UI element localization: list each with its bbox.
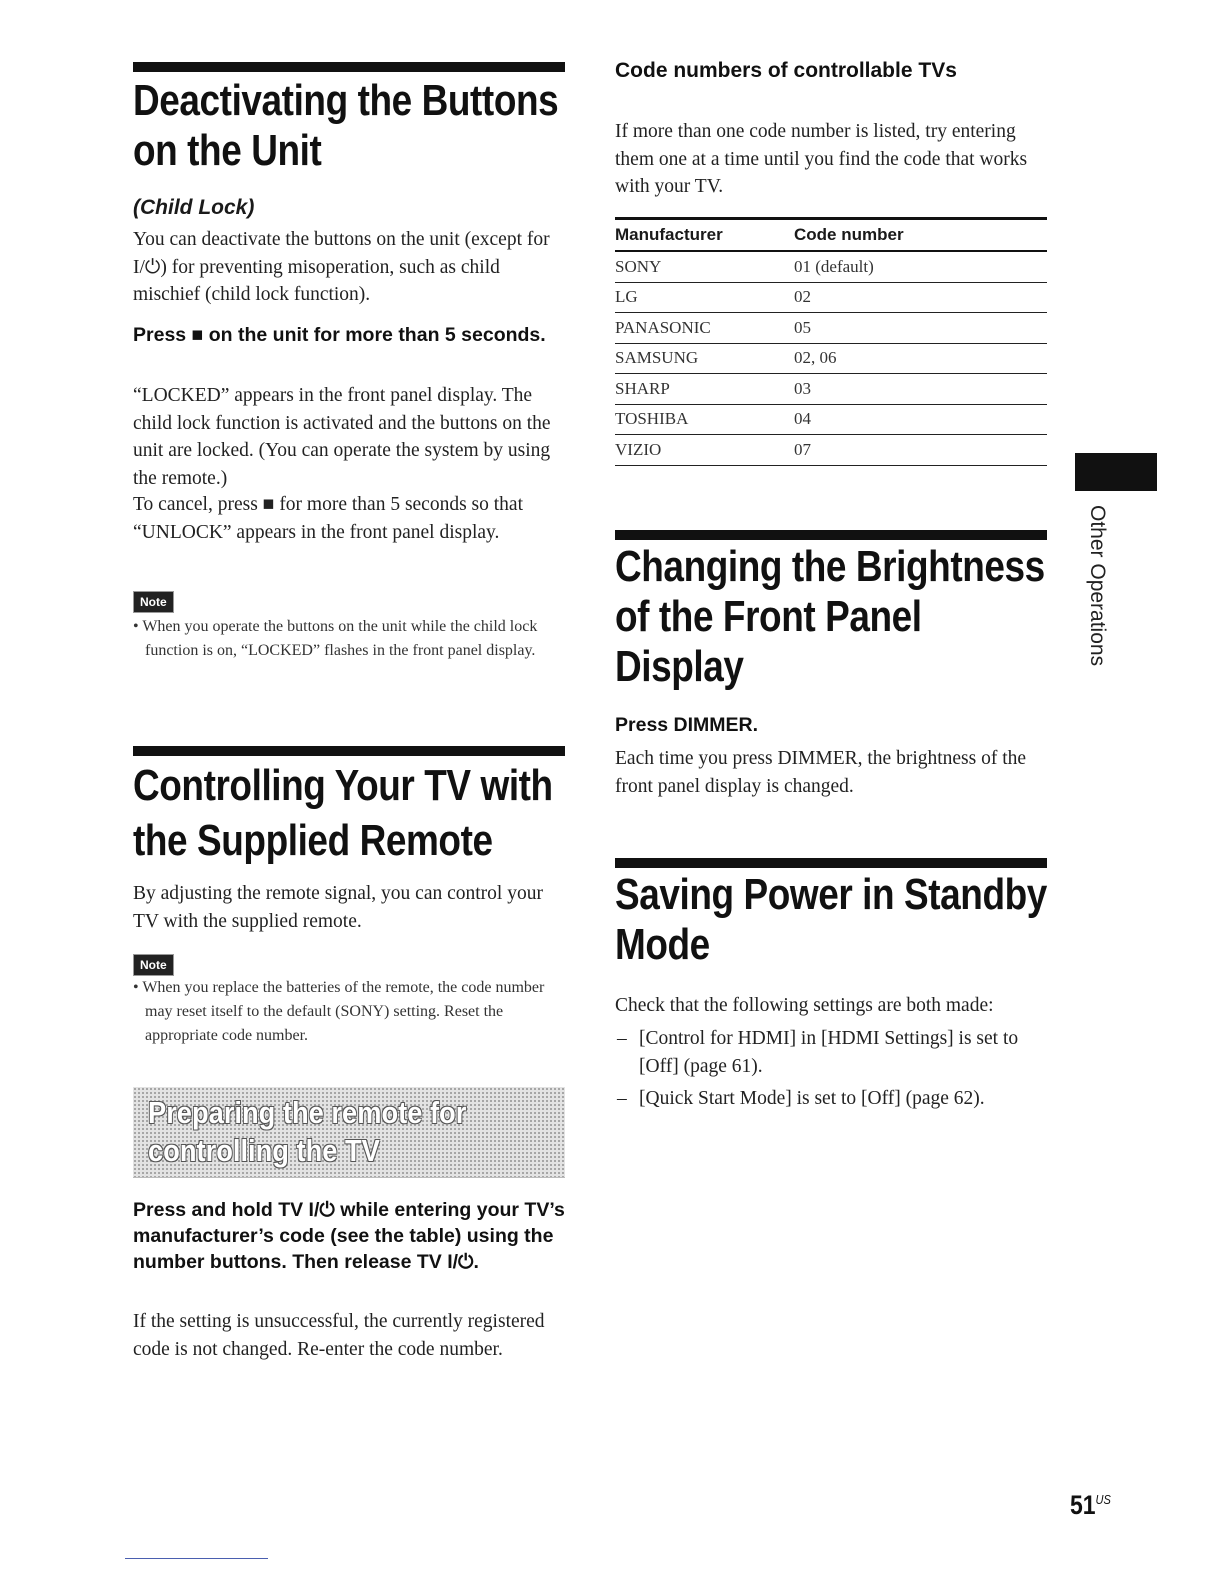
section-title-tv-remote xyxy=(133,758,553,868)
note-badge: Note xyxy=(134,592,173,612)
dimmer-step: Press DIMMER. xyxy=(615,714,759,736)
title-line: Deactivating the Buttons xyxy=(133,76,559,125)
section-rule xyxy=(133,62,565,72)
table-row xyxy=(615,374,1047,405)
column-header: Code number xyxy=(794,219,1047,252)
cell-manufacturer: PANASONIC xyxy=(615,313,794,344)
child-lock-step: Press ■ on the unit for more than 5 seconds. xyxy=(133,324,546,346)
section-title-child-lock xyxy=(133,76,558,176)
code-table xyxy=(615,217,1047,466)
section-rule xyxy=(615,858,1047,868)
cell-manufacturer: SAMSUNG xyxy=(615,343,794,374)
child-lock-intro: You can deactivate the buttons on the unit (except for I/⏻) for preventing misoperation, such as child mischief (child lock function). xyxy=(133,229,550,305)
cell-manufacturer: VIZIO xyxy=(615,435,794,466)
page-number-value: 51 xyxy=(1070,1490,1096,1520)
remote-setup-step: Press and hold TV I/⏻ while entering your TV’s manufacturer’s code (see the table) using the number buttons. Then release TV I/⏻. xyxy=(133,1199,565,1273)
title-line: Display xyxy=(615,642,744,691)
title-line: Saving Power in Standby xyxy=(615,870,1047,919)
footer-line xyxy=(125,1558,268,1559)
title-line: Changing the Brightness xyxy=(615,542,1045,591)
column-header: Manufacturer xyxy=(615,219,794,252)
list-item-text: [Control for HDMI] in [HDMI Settings] is set to [Off] (page 61). xyxy=(639,1028,1019,1077)
banner-line: Preparing the remote for xyxy=(148,1095,467,1130)
title-line: on the Unit xyxy=(133,126,322,175)
chapter-tab-marker xyxy=(1075,453,1157,491)
page-number xyxy=(1070,1490,1111,1521)
cell-manufacturer: TOSHIBA xyxy=(615,404,794,435)
banner-line: controlling the TV xyxy=(148,1133,380,1168)
table-header-row xyxy=(615,219,1047,252)
cell-code: 02 xyxy=(794,282,1047,313)
dimmer-para: Each time you press DIMMER, the brightness of the front panel display is changed. xyxy=(615,748,1027,797)
section-title-brightness xyxy=(615,542,1045,692)
remote-setup-para: If the setting is unsuccessful, the currently registered code is not changed. Re-enter the code number. xyxy=(133,1311,545,1360)
standby-intro: Check that the following settings are both made: xyxy=(615,995,994,1016)
child-lock-para1: “LOCKED” appears in the front panel display. The child lock function is activated and the buttons on the unit are locked. (You can operate the system by using the remote.) xyxy=(133,385,551,489)
section-rule xyxy=(133,746,565,756)
cell-code: 03 xyxy=(794,374,1047,405)
cell-code: 01 (default) xyxy=(794,251,1047,282)
table-row xyxy=(615,282,1047,313)
cell-code: 02, 06 xyxy=(794,343,1047,374)
list-item-text: [Quick Start Mode] is set to [Off] (page 62). xyxy=(639,1088,985,1109)
cell-code: 07 xyxy=(794,435,1047,466)
table-row xyxy=(615,313,1047,344)
title-line: Controlling Your TV with xyxy=(133,761,553,810)
child-lock-para2: To cancel, press ■ for more than 5 seconds so that “UNLOCK” appears in the front panel display. xyxy=(133,494,524,543)
table-row xyxy=(615,435,1047,466)
section-title-standby xyxy=(615,870,1047,970)
page-region-suffix: US xyxy=(1095,1492,1111,1507)
table-row xyxy=(615,404,1047,435)
standby-settings-list xyxy=(617,1025,1047,1113)
codes-heading: Code numbers of controllable TVs xyxy=(615,59,957,82)
cell-code: 05 xyxy=(794,313,1047,344)
tv-remote-note: • When you replace the batteries of the remote, the code number may reset itself to the default (SONY) setting. Reset the appropriate code number. xyxy=(133,979,545,1044)
list-item: – [Control for HDMI] in [HDMI Settings] is set to [Off] (page 61). xyxy=(617,1028,1019,1077)
cell-manufacturer: SONY xyxy=(615,251,794,282)
list-item: – [Quick Start Mode] is set to [Off] (page 62). xyxy=(617,1088,985,1109)
subtitle: (Child Lock) xyxy=(133,196,255,219)
child-lock-note: • When you operate the buttons on the unit while the child lock function is on, “LOCKED” flashes in the front panel display. xyxy=(133,618,538,659)
title-line: of the Front Panel xyxy=(615,592,922,641)
chapter-side-label: Other Operations xyxy=(1086,505,1109,667)
note-badge: Note xyxy=(134,955,173,975)
codes-intro: If more than one code number is listed, try entering them one at a time until you find the code that works with your TV. xyxy=(615,121,1028,197)
table-row xyxy=(615,251,1047,282)
title-line: Mode xyxy=(615,920,710,969)
cell-manufacturer: LG xyxy=(615,282,794,313)
table-row xyxy=(615,343,1047,374)
tv-remote-intro: By adjusting the remote signal, you can control your TV with the supplied remote. xyxy=(133,883,543,932)
cell-manufacturer: SHARP xyxy=(615,374,794,405)
cell-code: 04 xyxy=(794,404,1047,435)
title-line: the Supplied Remote xyxy=(133,816,493,865)
subsection-banner-title xyxy=(148,1094,466,1170)
section-rule xyxy=(615,530,1047,540)
